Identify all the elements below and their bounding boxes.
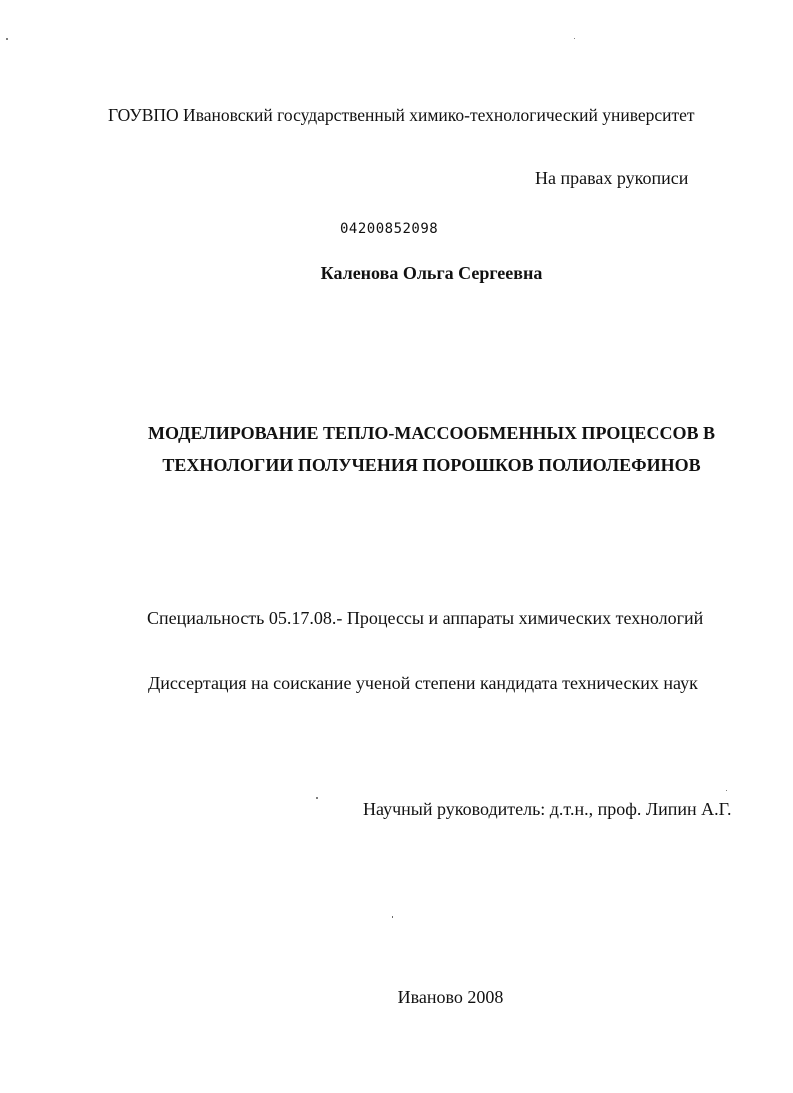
scan-speck bbox=[726, 790, 727, 791]
scan-speck bbox=[316, 797, 318, 799]
title-line-1: МОДЕЛИРОВАНИЕ ТЕПЛО-МАССООБМЕННЫХ ПРОЦЕССОВ В bbox=[148, 423, 715, 443]
scan-speck bbox=[6, 38, 8, 40]
title-line-2: ТЕХНОЛОГИИ ПОЛУЧЕНИЯ ПОРОШКОВ ПОЛИОЛЕФИНОВ bbox=[162, 455, 701, 475]
document-number: 04200852098 bbox=[340, 221, 439, 237]
dissertation-title bbox=[0, 417, 793, 481]
scan-speck bbox=[392, 916, 393, 918]
city-year: Иваново 2008 bbox=[397, 987, 504, 1007]
dissertation-degree: Диссертация на соискание ученой степени кандидата технических наук bbox=[148, 673, 698, 693]
institution-name: ГОУВПО Ивановский государственный химико-технологический университет bbox=[108, 105, 695, 125]
scan-speck bbox=[574, 38, 575, 39]
specialty: Специальность 05.17.08.- Процессы и аппараты химических технологий bbox=[147, 608, 704, 628]
supervisor: Научный руководитель: д.т.н., проф. Липин А.Г. bbox=[363, 799, 732, 819]
rights-note: На правах рукописи bbox=[535, 168, 689, 188]
author-name: Каленова Ольга Сергеевна bbox=[320, 263, 543, 283]
